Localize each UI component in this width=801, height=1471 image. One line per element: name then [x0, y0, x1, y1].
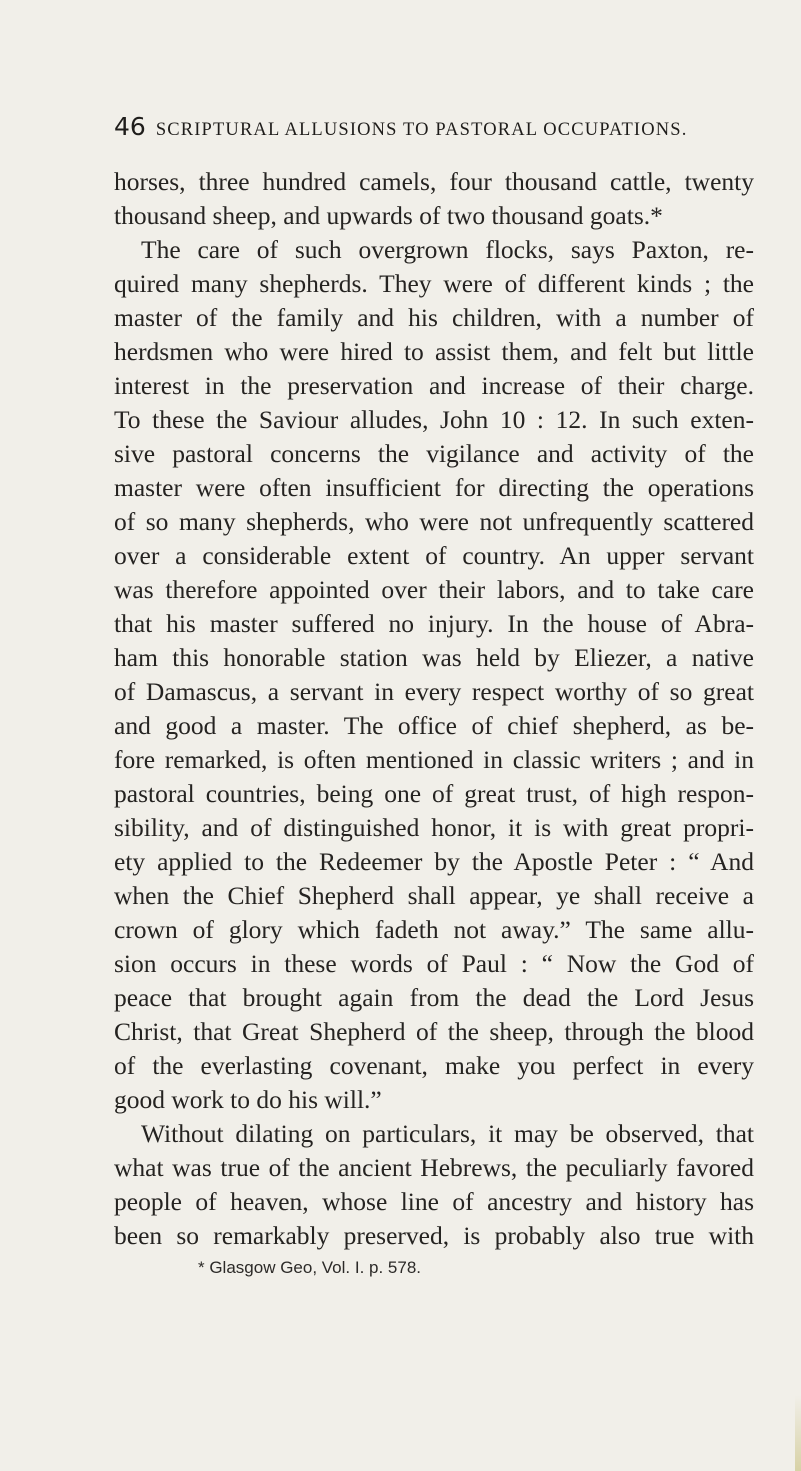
text-line: master were often insufficient for directing the operations [114, 473, 754, 502]
page-edge-tint [795, 1395, 801, 1471]
text-line: The care of such overgrown flocks, says Paxton, re- [141, 235, 754, 264]
text-line: good work to do his will.” [114, 1085, 382, 1114]
text-line: herdsmen who were hired to assist them, and felt but little [114, 337, 754, 366]
text-line: fore remarked, is often mentioned in classic writers ; and in [114, 745, 754, 774]
text-line: over a considerable extent of country. An upper servant [114, 541, 754, 570]
text-line: Without dilating on particulars, it may be observed, that [141, 1119, 754, 1148]
text-line: when the Chief Shepherd shall appear, ye shall receive a [114, 881, 754, 910]
text-line: what was true of the ancient Hebrews, the peculiarly favored [114, 1153, 754, 1182]
text-line: of the everlasting covenant, make you perfect in every [114, 1051, 754, 1080]
text-line: pastoral countries, being one of great trust, of high respon- [114, 779, 754, 808]
text-line: thousand sheep, and upwards of two thousand goats.* [114, 201, 663, 230]
text-line: horses, three hundred camels, four thousand cattle, twenty [114, 167, 754, 196]
text-line: ham this honorable station was held by Eliezer, a native [114, 643, 754, 672]
text-line: To these the Saviour alludes, John 10 : 12. In such exten- [114, 405, 754, 434]
text-line: ety applied to the Redeemer by the Apostle Peter : “ And [114, 847, 754, 876]
text-line: master of the family and his children, with a number of [114, 303, 754, 332]
text-line: that his master suffered no injury. In the house of Abra- [114, 609, 754, 638]
text-line: interest in the preservation and increase of their charge. [114, 371, 754, 400]
text-line: peace that brought again from the dead the Lord Jesus [114, 983, 754, 1012]
footnote: * Glasgow Geo, Vol. I. p. 578. [198, 1258, 422, 1277]
text-line: been so remarkably preserved, is probably also true with [114, 1221, 754, 1250]
text-line: of so many shepherds, who were not unfrequently scattered [114, 507, 754, 536]
text-line: of Damascus, a servant in every respect worthy of so great [114, 677, 754, 706]
text-line: and good a master. The office of chief shepherd, as be- [114, 711, 754, 740]
text-line: sibility, and of distinguished honor, it is with great propri- [114, 813, 754, 842]
text-line: crown of glory which fadeth not away.” The same allu- [114, 915, 754, 944]
running-title: SCRIPTURAL ALLUSIONS TO PASTORAL OCCUPATIONS. [155, 120, 688, 140]
running-head [114, 112, 754, 146]
text-line: Christ, that Great Shepherd of the sheep, through the blood [114, 1017, 754, 1046]
text-line: sion occurs in these words of Paul : “ Now the God of [114, 949, 754, 978]
page-number: 46 [114, 112, 146, 141]
text-line: quired many shepherds. They were of different kinds ; the [114, 269, 754, 298]
text-line: sive pastoral concerns the vigilance and activity of the [114, 439, 754, 468]
text-line: was therefore appointed over their labors, and to take care [114, 575, 754, 604]
text-line: people of heaven, whose line of ancestry and history has [114, 1187, 754, 1216]
